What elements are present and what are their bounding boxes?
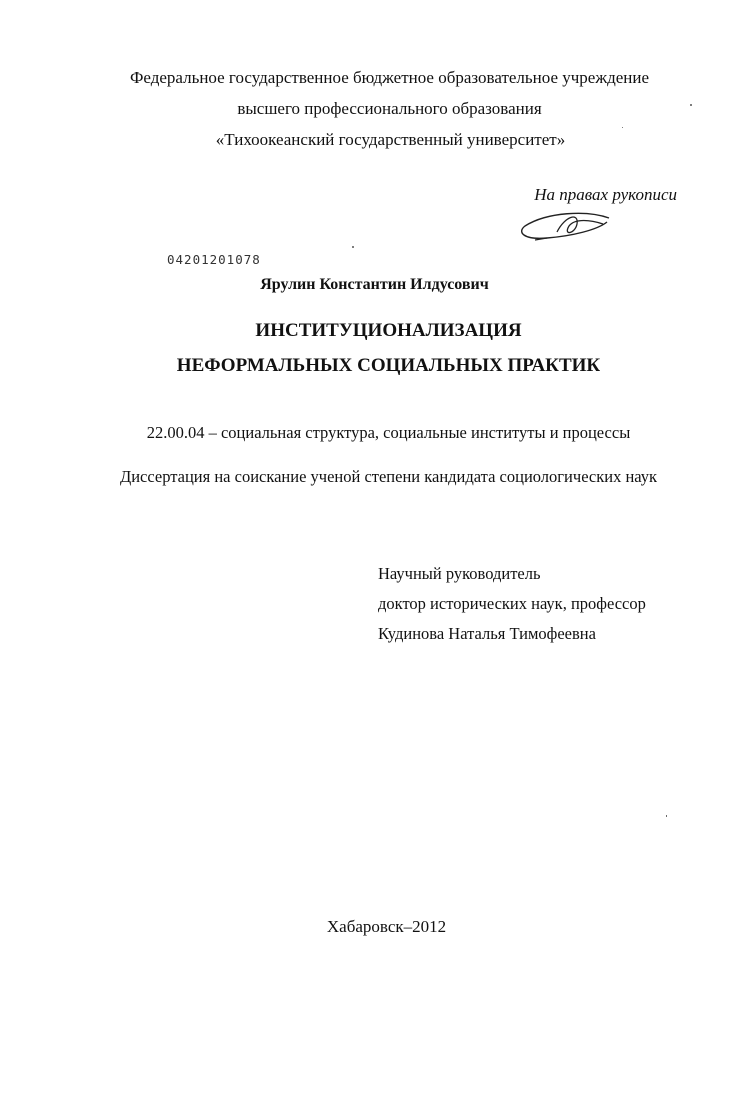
institution-line-1: Федеральное государственное бюджетное образовательное учреждение	[129, 68, 650, 87]
manuscript-note: На правах рукописи	[534, 185, 677, 204]
city-year: Хабаровск–2012	[326, 917, 447, 936]
author-name: Ярулин Константин Илдусович	[260, 276, 489, 293]
institution-line-3: «Тихоокеанский государственный университет»	[215, 130, 566, 149]
institution-line-2: высшего профессионального образования	[237, 99, 542, 118]
supervisor-name: Кудинова Наталья Тимофеевна	[378, 624, 596, 643]
handwritten-signature	[517, 208, 613, 244]
scan-speck	[352, 246, 354, 248]
dissertation-title-line-1: ИНСТИТУЦИОНАЛИЗАЦИЯ	[255, 320, 522, 341]
degree-statement: Диссертация на соискание ученой степени кандидата социологических наук	[119, 467, 658, 486]
supervisor-label: Научный руководитель	[378, 564, 541, 583]
scan-speck	[622, 127, 623, 128]
scan-speck	[690, 104, 692, 106]
specialty-code: 22.00.04 – социальная структура, социальные институты и процессы	[146, 423, 631, 442]
scan-speck	[666, 815, 667, 817]
library-stamp-code: 04201201078	[167, 252, 261, 267]
dissertation-title-line-2: НЕФОРМАЛЬНЫХ СОЦИАЛЬНЫХ ПРАКТИК	[176, 355, 601, 376]
supervisor-credentials: доктор исторических наук, профессор	[378, 594, 646, 613]
